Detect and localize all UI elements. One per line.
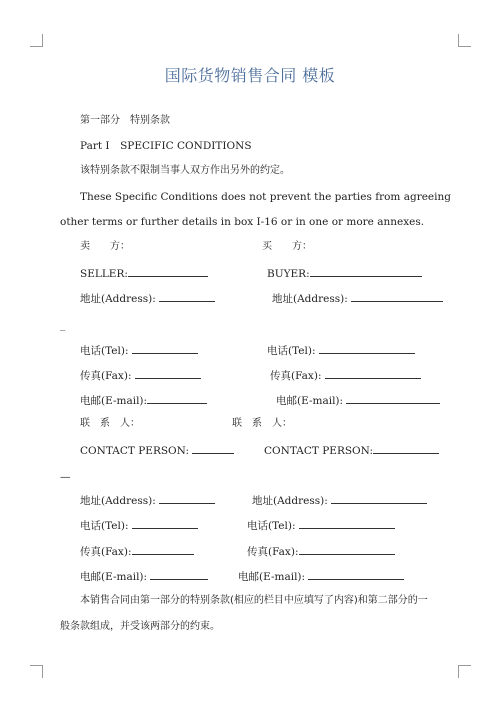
contact-seller-fax-field xyxy=(80,543,194,559)
buyer-field xyxy=(267,265,422,281)
contact-buyer-fax-blank[interactable] xyxy=(299,543,395,555)
closing-line-2: 般条款组成，并受该两部分的约束。 xyxy=(60,621,220,632)
contact-buyer-address-label: 地址(Address): xyxy=(252,495,328,507)
seller-fax-blank[interactable] xyxy=(135,367,201,379)
buyer-contact-label-cn: 联 系 人： xyxy=(232,418,292,429)
seller-tel-label: 电话(Tel): xyxy=(80,345,129,357)
contact-seller-email-blank[interactable] xyxy=(150,568,208,580)
contact-buyer-tel-field xyxy=(247,517,395,533)
dash-mark-1: _ xyxy=(60,319,66,331)
seller-label-en: SELLER: xyxy=(80,268,128,280)
contact-seller-email-label: 电邮(E-mail): xyxy=(80,571,148,583)
buyer-label-cn: 买 方： xyxy=(262,241,312,252)
seller-email-label: 电邮(E-mail): xyxy=(80,395,148,407)
buyer-fax-field xyxy=(270,367,421,383)
corner-mark-top-left xyxy=(30,34,43,47)
buyer-address-field xyxy=(272,290,443,306)
buyer-address-blank[interactable] xyxy=(351,290,443,302)
seller-contact-field xyxy=(80,442,234,458)
contact-seller-fax-blank[interactable] xyxy=(132,543,194,555)
buyer-email-label: 电邮(E-mail): xyxy=(276,395,344,407)
contact-buyer-tel-blank[interactable] xyxy=(299,517,395,529)
corner-mark-top-right xyxy=(458,34,471,47)
buyer-address-label: 地址(Address): xyxy=(272,293,348,305)
closing-line-1: 本销售合同由第一部分的特别条款(相应的栏目中应填写了内容)和第二部分的一 xyxy=(80,595,428,606)
seller-fax-field xyxy=(80,367,201,383)
buyer-tel-blank[interactable] xyxy=(319,342,415,354)
seller-tel-field xyxy=(80,342,198,358)
contact-buyer-address-field xyxy=(252,492,427,508)
seller-contact-label-cn: 联 系 人： xyxy=(80,418,140,429)
seller-address-blank[interactable] xyxy=(159,290,215,302)
contact-seller-email-field xyxy=(80,568,208,584)
seller-fax-label: 传真(Fax): xyxy=(80,370,132,382)
contact-seller-tel-label: 电话(Tel): xyxy=(80,520,129,532)
buyer-contact-blank[interactable] xyxy=(373,442,439,454)
seller-address-field xyxy=(80,290,215,306)
seller-blank[interactable] xyxy=(128,265,208,277)
seller-label-cn: 卖 方： xyxy=(80,241,130,252)
dash-mark-2: — xyxy=(60,471,71,483)
seller-contact-label-en: CONTACT PERSON: xyxy=(80,445,190,457)
buyer-email-blank[interactable] xyxy=(346,392,440,404)
corner-mark-bottom-left xyxy=(30,665,43,678)
buyer-blank[interactable] xyxy=(310,265,422,277)
contact-buyer-fax-label: 传真(Fax): xyxy=(247,546,299,558)
buyer-tel-label: 电话(Tel): xyxy=(267,345,316,357)
buyer-contact-field xyxy=(264,442,439,458)
buyer-fax-blank[interactable] xyxy=(325,367,421,379)
buyer-label-en: BUYER: xyxy=(267,268,310,280)
contact-seller-address-label: 地址(Address): xyxy=(80,495,156,507)
contact-seller-tel-blank[interactable] xyxy=(132,517,198,529)
intro-en-line-2: other terms or further details in box I-16 or in one or more annexes. xyxy=(60,216,425,228)
corner-mark-bottom-right xyxy=(458,665,471,678)
seller-address-label: 地址(Address): xyxy=(80,293,156,305)
buyer-fax-label: 传真(Fax): xyxy=(270,370,322,382)
contact-buyer-address-blank[interactable] xyxy=(331,492,427,504)
seller-tel-blank[interactable] xyxy=(132,342,198,354)
contact-buyer-email-label: 电邮(E-mail): xyxy=(238,571,306,583)
contact-buyer-fax-field xyxy=(247,543,395,559)
buyer-contact-label-en: CONTACT PERSON: xyxy=(264,445,374,457)
contact-seller-fax-label: 传真(Fax): xyxy=(80,546,132,558)
contact-buyer-email-blank[interactable] xyxy=(308,568,404,580)
contact-seller-address-field xyxy=(80,492,215,508)
intro-en-line-1: These Specific Conditions does not prevent the parties from agreeing xyxy=(80,191,451,203)
seller-field xyxy=(80,265,208,281)
buyer-tel-field xyxy=(267,342,415,358)
intro-cn: 该特别条款不限制当事人双方作出另外的约定。 xyxy=(80,165,290,176)
seller-contact-blank[interactable] xyxy=(192,442,234,454)
document-title: 国际货物销售合同 模板 xyxy=(164,66,336,85)
seller-email-blank[interactable] xyxy=(147,392,207,404)
part-heading-cn: 第一部分 特别条款 xyxy=(80,115,170,126)
contact-buyer-tel-label: 电话(Tel): xyxy=(247,520,296,532)
contact-seller-address-blank[interactable] xyxy=(159,492,215,504)
contact-buyer-email-field xyxy=(238,568,404,584)
seller-email-field xyxy=(80,392,207,408)
part-heading-en: Part I SPECIFIC CONDITIONS xyxy=(80,140,252,152)
contact-seller-tel-field xyxy=(80,517,198,533)
buyer-email-field xyxy=(276,392,440,408)
